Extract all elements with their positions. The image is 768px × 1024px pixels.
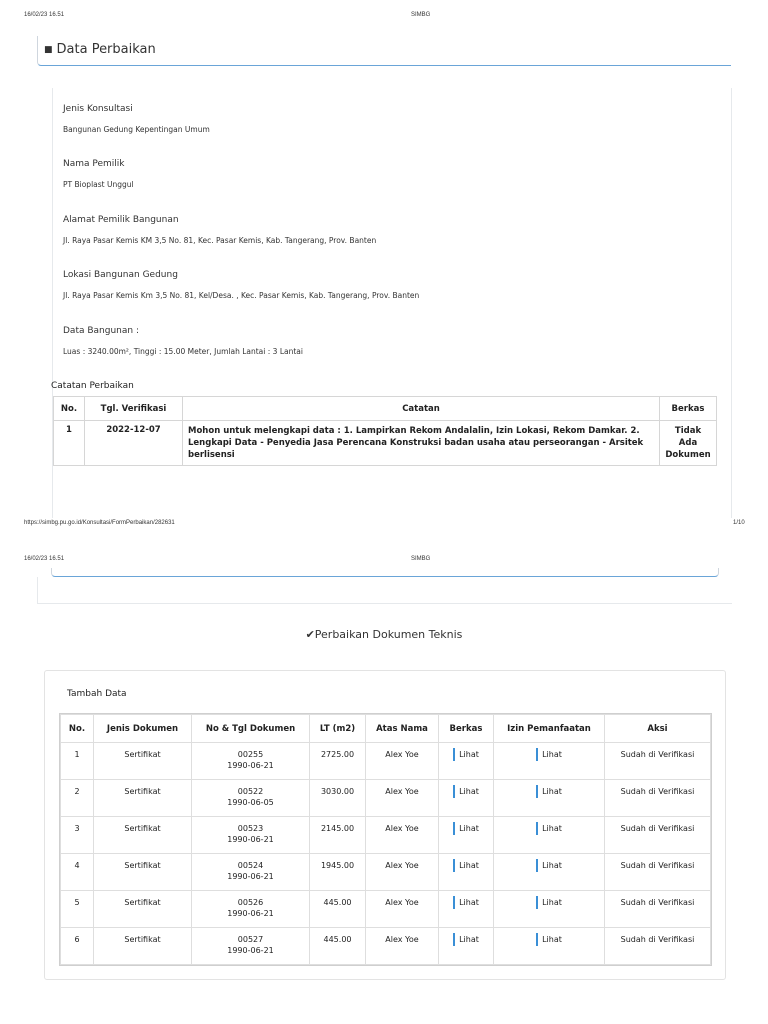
- row-jenis: Sertifikat: [94, 817, 192, 854]
- row-lt: 3030.00: [310, 780, 366, 817]
- catatan-header-tgl: Tgl. Verifikasi: [85, 397, 183, 421]
- row-tgl: 1990-06-21: [227, 946, 274, 955]
- row-atas-nama: Alex Yoe: [366, 743, 439, 780]
- field-label-alamat-pemilik: Alamat Pemilik Bangunan: [63, 215, 179, 225]
- table-row: [61, 780, 711, 817]
- row-nomor: 00524: [237, 861, 264, 870]
- table-row: [61, 928, 711, 965]
- tambah-data-link[interactable]: Tambah Data: [67, 689, 127, 699]
- catatan-title: Catatan Perbaikan: [51, 381, 134, 391]
- field-value-data-bangunan: Luas : 3240.00m², Tinggi : 15.00 Meter, Jumlah Lantai : 3 Lantai: [63, 347, 303, 356]
- berkas-lihat-button[interactable]: Lihat: [453, 933, 479, 946]
- row-aksi-status: Sudah di Verifikasi: [605, 928, 711, 965]
- table-row: [61, 891, 711, 928]
- row-lt: 1945.00: [310, 854, 366, 891]
- row-jenis: Sertifikat: [94, 891, 192, 928]
- izin-lihat-button[interactable]: Lihat: [536, 933, 562, 946]
- table-row: [54, 421, 717, 466]
- row-no: 6: [61, 928, 94, 965]
- row-atas-nama: Alex Yoe: [366, 854, 439, 891]
- catatan-header-catatan: Catatan: [183, 397, 660, 421]
- row-nomor: 00526: [237, 898, 264, 907]
- row-tgl: 1990-06-05: [227, 798, 274, 807]
- field-value-lokasi-bangunan: Jl. Raya Pasar Kemis Km 3,5 No. 81, Kel/Desa. , Kec. Pasar Kemis, Kab. Tangerang, Prov. Banten: [63, 291, 420, 300]
- row-aksi-status: Sudah di Verifikasi: [605, 817, 711, 854]
- field-label-lokasi-bangunan: Lokasi Bangunan Gedung: [63, 270, 178, 280]
- dokumen-table: [60, 714, 711, 965]
- section-title-text: Perbaikan Dokumen Teknis: [314, 628, 463, 641]
- row-no: 2: [61, 780, 94, 817]
- field-label-jenis-konsultasi: Jenis Konsultasi: [63, 104, 133, 114]
- row-lt: 445.00: [310, 891, 366, 928]
- row-jenis: Sertifikat: [94, 928, 192, 965]
- section-title: [0, 628, 768, 641]
- row-tgl: 1990-06-21: [227, 872, 274, 881]
- row-no: 3: [61, 817, 94, 854]
- catatan-berkas: Tidak Ada Dokumen: [660, 421, 717, 466]
- catatan-text: Mohon untuk melengkapi data : 1. Lampirkan Rekom Andalalin, Izin Lokasi, Rekom Damkar. 2. Lengkapi Data - Penyedia Jasa Perencana Konstruksi badan usaha atau perseorangan - Arsitek berlisensi: [183, 421, 660, 466]
- field-value-jenis-konsultasi: Bangunan Gedung Kepentingan Umum: [63, 125, 210, 134]
- field-label-nama-pemilik: Nama Pemilik: [63, 159, 125, 169]
- izin-lihat-button[interactable]: Lihat: [536, 785, 562, 798]
- row-atas-nama: Alex Yoe: [366, 891, 439, 928]
- row-atas-nama: Alex Yoe: [366, 928, 439, 965]
- table-row: [61, 854, 711, 891]
- berkas-lihat-button[interactable]: Lihat: [453, 896, 479, 909]
- dokumen-table-wrap: [59, 713, 712, 966]
- row-nomor: 00527: [237, 935, 264, 944]
- field-label-data-bangunan: Data Bangunan :: [63, 326, 139, 336]
- print-datetime-2: 16/02/23 16.51: [24, 556, 65, 562]
- print-url: https://simbg.pu.go.id/Konsultasi/FormPerbaikan/282631: [24, 520, 175, 526]
- row-no: 5: [61, 891, 94, 928]
- catatan-table: [53, 396, 717, 466]
- row-tgl: 1990-06-21: [227, 909, 274, 918]
- dokumen-header-lt: LT (m2): [310, 715, 366, 743]
- catatan-tgl: 2022-12-07: [85, 421, 183, 466]
- continued-card: [51, 568, 719, 577]
- row-aksi-status: Sudah di Verifikasi: [605, 891, 711, 928]
- dokumen-header-atas-nama: Atas Nama: [366, 715, 439, 743]
- field-value-nama-pemilik: PT Bioplast Unggul: [63, 180, 134, 189]
- row-jenis: Sertifikat: [94, 854, 192, 891]
- row-lt: 2725.00: [310, 743, 366, 780]
- catatan-header-berkas: Berkas: [660, 397, 717, 421]
- berkas-lihat-button[interactable]: Lihat: [453, 748, 479, 761]
- catatan-header-no: No.: [54, 397, 85, 421]
- field-value-alamat-pemilik: Jl. Raya Pasar Kemis KM 3,5 No. 81, Kec. Pasar Kemis, Kab. Tangerang, Prov. Banten: [63, 236, 377, 245]
- row-tgl: 1990-06-21: [227, 761, 274, 770]
- izin-lihat-button[interactable]: Lihat: [536, 896, 562, 909]
- print-site-name: SIMBG: [411, 12, 431, 18]
- print-page-number: 1/10: [733, 520, 745, 526]
- row-aksi-status: Sudah di Verifikasi: [605, 780, 711, 817]
- table-row: [61, 817, 711, 854]
- izin-lihat-button[interactable]: Lihat: [536, 822, 562, 835]
- izin-lihat-button[interactable]: Lihat: [536, 748, 562, 761]
- row-no: 1: [61, 743, 94, 780]
- izin-lihat-button[interactable]: Lihat: [536, 859, 562, 872]
- row-no: 4: [61, 854, 94, 891]
- row-lt: 445.00: [310, 928, 366, 965]
- berkas-lihat-button[interactable]: Lihat: [453, 859, 479, 872]
- dokumen-header-jenis: Jenis Dokumen: [94, 715, 192, 743]
- dokumen-header-nomor: No & Tgl Dokumen: [192, 715, 310, 743]
- home-icon: ■: [44, 45, 53, 55]
- catatan-no: 1: [54, 421, 85, 466]
- berkas-lihat-button[interactable]: Lihat: [453, 785, 479, 798]
- dokumen-header-no: No.: [61, 715, 94, 743]
- row-nomor: 00523: [237, 824, 264, 833]
- page-title-text: Data Perbaikan: [56, 42, 156, 57]
- row-aksi-status: Sudah di Verifikasi: [605, 854, 711, 891]
- dokumen-header-aksi: Aksi: [605, 715, 711, 743]
- berkas-lihat-button[interactable]: Lihat: [453, 822, 479, 835]
- row-nomor: 00255: [237, 750, 264, 759]
- page-title: [44, 42, 156, 57]
- continued-outer-card: [37, 577, 732, 604]
- print-datetime: 16/02/23 16.51: [24, 12, 65, 18]
- dokumen-header-berkas: Berkas: [439, 715, 494, 743]
- row-lt: 2145.00: [310, 817, 366, 854]
- row-nomor: 00522: [237, 787, 264, 796]
- row-aksi-status: Sudah di Verifikasi: [605, 743, 711, 780]
- table-row: [61, 743, 711, 780]
- dokumen-header-izin: Izin Pemanfaatan: [494, 715, 605, 743]
- row-tgl: 1990-06-21: [227, 835, 274, 844]
- row-jenis: Sertifikat: [94, 780, 192, 817]
- row-atas-nama: Alex Yoe: [366, 780, 439, 817]
- row-jenis: Sertifikat: [94, 743, 192, 780]
- row-atas-nama: Alex Yoe: [366, 817, 439, 854]
- check-icon: ✔: [305, 628, 315, 641]
- print-site-name-2: SIMBG: [411, 556, 431, 562]
